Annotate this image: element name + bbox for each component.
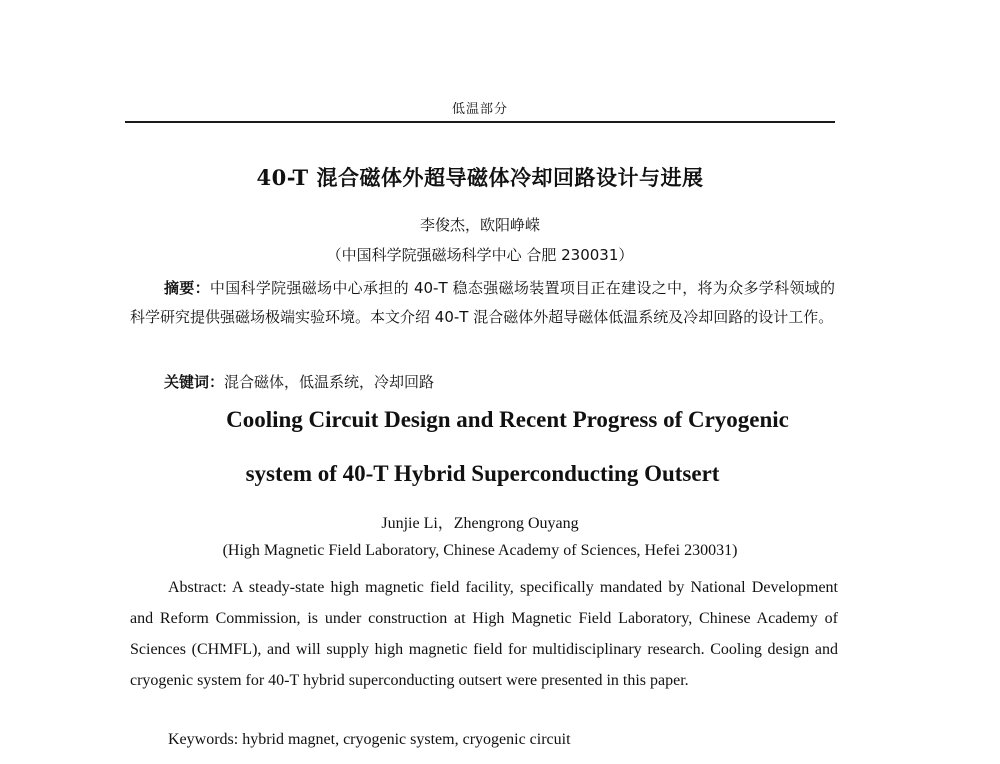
section-header-label: 低温部分 bbox=[451, 102, 508, 117]
header-rule bbox=[125, 121, 835, 123]
chinese-keywords-text: 混合磁体，低温系统，冷却回路 bbox=[224, 373, 435, 391]
chinese-abstract-label: 摘要： bbox=[164, 279, 210, 297]
chinese-affiliation: （中国科学院强磁场科学中心 合肥 230031） bbox=[326, 246, 634, 264]
english-abstract: Abstract: A steady-state high magnetic field facility, specifically mandated by National Development and Reform Commission, is under construction at High Magnetic Field Laboratory, Chinese Academy of Sciences (CHMFL), and will supply high magnetic field for multidisciplinary research. Cooling design and cryogenic system for 40-T hybrid superconducting outsert were presented in this paper. bbox=[130, 579, 838, 689]
chinese-keywords-label: 关键词： bbox=[164, 373, 225, 391]
chinese-keywords bbox=[164, 372, 434, 392]
chinese-abstract bbox=[130, 274, 835, 332]
english-affiliation: (High Magnetic Field Laboratory, Chinese Academy of Sciences, Hefei 230031) bbox=[222, 542, 738, 559]
english-title-line-2: system of 40-T Hybrid Superconducting Outsert bbox=[245, 461, 720, 486]
chinese-authors: 李俊杰，欧阳峥嵘 bbox=[419, 216, 540, 234]
english-title-line-1: Cooling Circuit Design and Recent Progress of Cryogenic bbox=[226, 407, 789, 432]
english-authors: Junjie Li，Zhengrong Ouyang bbox=[381, 515, 579, 532]
chinese-abstract-text: 中国科学院强磁场中心承担的 40-T 稳态强磁场装置项目正在建设之中，将为众多学科领域的科学研究提供强磁场极端实验环境。本文介绍 40-T 混合磁体外超导磁体低温系统及冷却回路的设计工作。 bbox=[130, 279, 835, 326]
chinese-title: 40-T 混合磁体外超导磁体冷却回路设计与进展 bbox=[256, 165, 704, 190]
english-keywords: Keywords: hybrid magnet, cryogenic system, cryogenic circuit bbox=[168, 731, 571, 748]
